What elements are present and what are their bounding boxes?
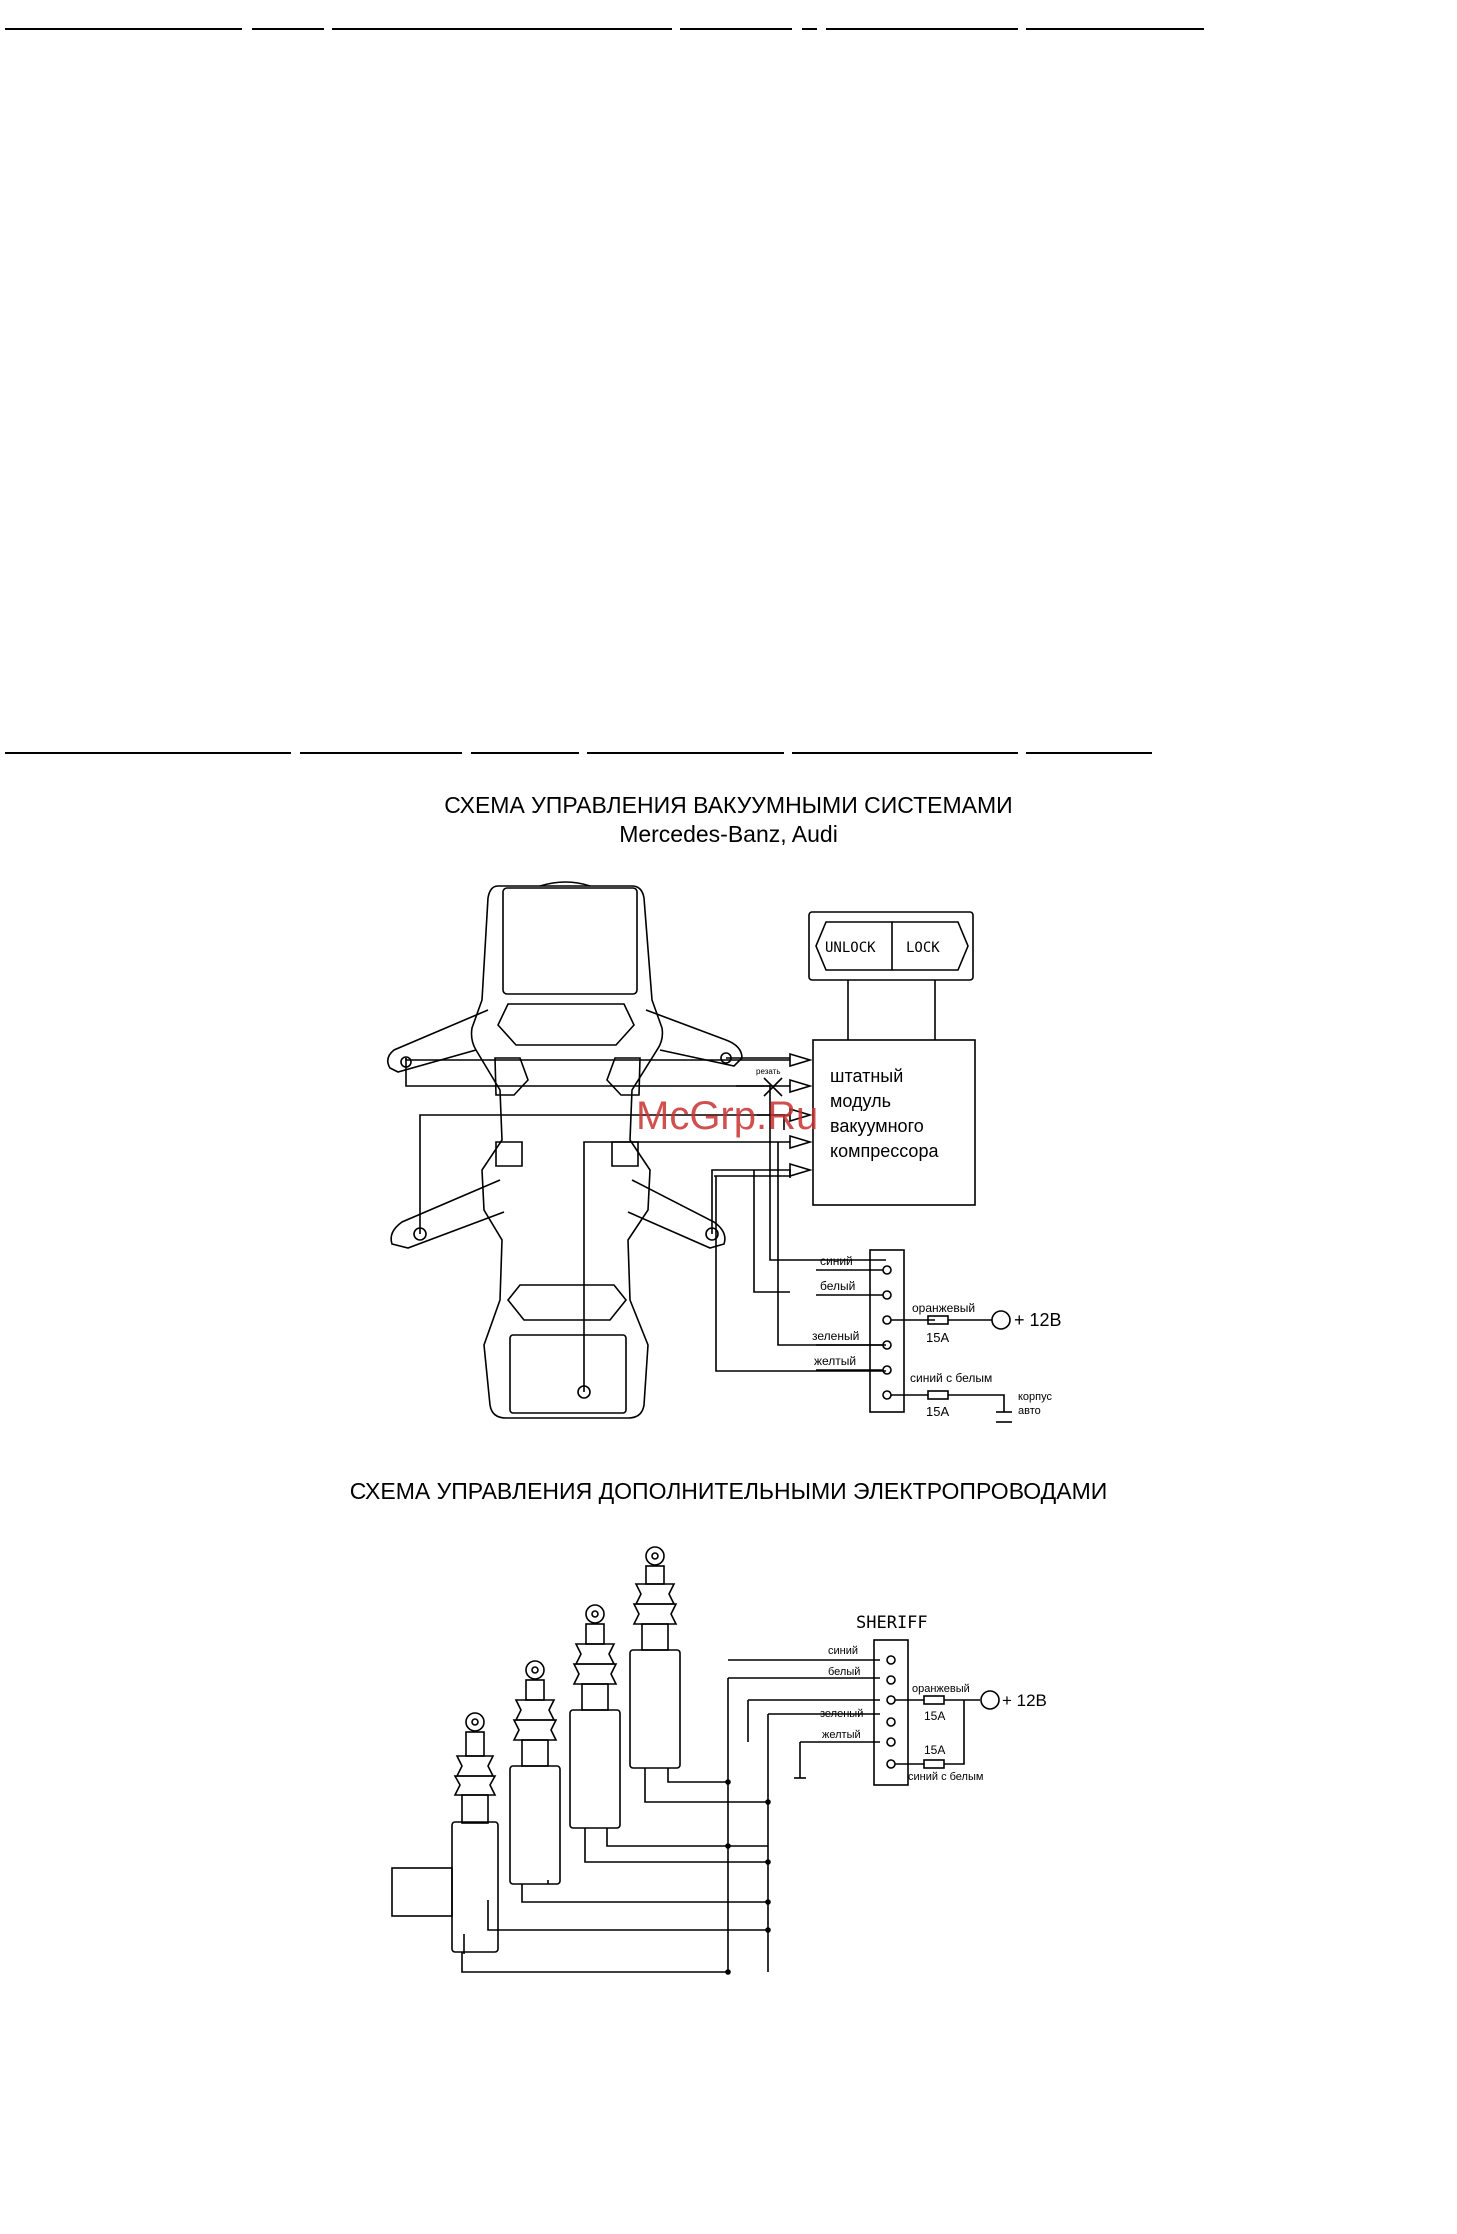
diagram1-title: СХЕМА УПРАВЛЕНИЯ ВАКУУМНЫМИ СИСТЕМАМИ bbox=[444, 792, 1013, 818]
ground-label-2: авто bbox=[1018, 1405, 1041, 1417]
wire-label-blue: синий bbox=[820, 1254, 853, 1268]
wire-label-white: белый bbox=[820, 1279, 856, 1293]
d2-wire-blue: синий bbox=[828, 1645, 859, 1657]
lock-switch bbox=[809, 912, 973, 1040]
d2-blue-white: синий с белым bbox=[908, 1771, 984, 1783]
d2-orange: оранжевый bbox=[912, 1683, 970, 1695]
d2-plus12: + 12В bbox=[1002, 1691, 1047, 1710]
blue-white-label: синий с белым bbox=[910, 1371, 993, 1385]
d2-fuse2: 15А bbox=[924, 1743, 946, 1757]
orange-label: оранжевый bbox=[912, 1301, 976, 1315]
plus12-label: + 12В bbox=[1014, 1310, 1062, 1330]
car-outline bbox=[388, 882, 742, 1418]
d2-fuse1: 15А bbox=[924, 1709, 946, 1723]
diagram2-wires bbox=[462, 1660, 880, 1972]
module-line-1: штатный bbox=[830, 1066, 904, 1086]
fuse1-label: 15А bbox=[926, 1330, 950, 1345]
d2-wire-green: зеленый bbox=[820, 1708, 864, 1720]
sheriff-brand: SHERIFF bbox=[856, 1613, 928, 1633]
module-line-4: компрессора bbox=[830, 1141, 939, 1161]
wire-label-yellow: желтый bbox=[814, 1354, 857, 1368]
watermark: McGrp.Ru bbox=[636, 1094, 819, 1138]
cut-label: резать bbox=[756, 1067, 781, 1076]
fuse2-label: 15А bbox=[926, 1404, 950, 1419]
module-line-2: модуль bbox=[830, 1091, 891, 1111]
actuator-2 bbox=[510, 1661, 560, 1884]
unlock-label: UNLOCK bbox=[825, 940, 876, 956]
lock-label: LOCK bbox=[906, 940, 940, 956]
ground-label-1: корпус bbox=[1018, 1391, 1053, 1403]
d2-wire-yellow: желтый bbox=[822, 1729, 861, 1741]
module-line-3: вакуумного bbox=[830, 1116, 924, 1136]
diagram2-title: СХЕМА УПРАВЛЕНИЯ ДОПОЛНИТЕЛЬНЫМИ ЭЛЕКТРОПРОВОДАМИ bbox=[349, 1478, 1108, 1504]
actuator-1 bbox=[392, 1713, 498, 1952]
d2-wire-white: белый bbox=[828, 1666, 861, 1678]
actuator-4 bbox=[630, 1547, 680, 1768]
actuator-3 bbox=[570, 1605, 620, 1828]
diagram2-junctions bbox=[726, 1780, 770, 1974]
wire-label-green: зеленый bbox=[812, 1329, 860, 1343]
diagram1-subtitle: Mercedes-Banz, Audi bbox=[619, 821, 838, 847]
